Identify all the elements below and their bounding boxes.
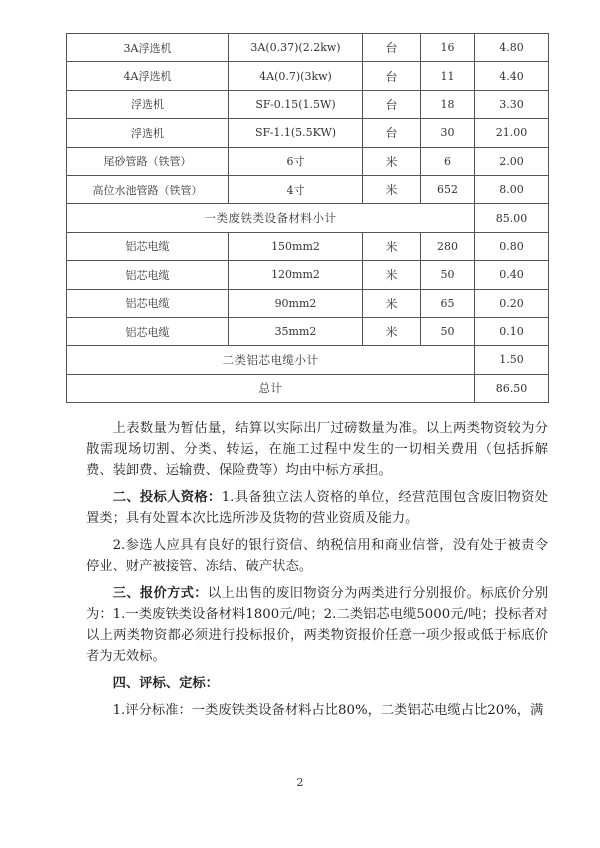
table-row	[67, 62, 549, 90]
item-unit-cell: 米	[363, 261, 421, 289]
item-unit-cell: 米	[363, 175, 421, 203]
item-qty-cell: 11	[421, 62, 475, 90]
item-unit-cell: 台	[363, 62, 421, 90]
subtotal-amount-cell: 86.50	[475, 374, 549, 402]
item-spec-cell: SF-1.1(5.5KW)	[229, 119, 363, 147]
item-qty-cell: 50	[421, 317, 475, 345]
item-unit-cell: 米	[363, 147, 421, 175]
item-amount-cell: 0.80	[475, 232, 549, 260]
table-row	[67, 232, 549, 260]
item-amount-cell: 4.80	[475, 34, 549, 62]
equipment-table-body	[67, 34, 549, 403]
item-unit-cell: 台	[363, 90, 421, 118]
item-qty-cell: 16	[421, 34, 475, 62]
item-spec-cell: 90mm2	[229, 289, 363, 317]
body-text	[86, 418, 548, 721]
item-name-cell: 浮选机	[67, 119, 229, 147]
item-name-cell: 铝芯电缆	[67, 317, 229, 345]
item-qty-cell: 6	[421, 147, 475, 175]
item-spec-cell: 4寸	[229, 175, 363, 203]
item-name-cell: 铝芯电缆	[67, 232, 229, 260]
equipment-table	[66, 33, 549, 403]
item-spec-cell: 120mm2	[229, 261, 363, 289]
table-row	[67, 317, 549, 345]
item-unit-cell: 米	[363, 289, 421, 317]
section-2-heading: 二、投标人资格：	[112, 490, 222, 505]
item-amount-cell: 8.00	[475, 175, 549, 203]
section-3-text: 以上出售的废旧物资分为两类进行分别报价。标底价分别为：1.一类废铁类设备材料1800元/吨；2.二类铝芯电缆5000元/吨；投标者对以上两类物资都必须进行投标报价，两类物资报价任意一项少报或低于标底价者为无效标。	[86, 586, 549, 664]
item-name-cell: 浮选机	[67, 90, 229, 118]
item-unit-cell: 台	[363, 34, 421, 62]
item-name-cell: 高位水池管路（铁管）	[67, 175, 229, 203]
subtotal-amount-cell: 1.50	[475, 346, 549, 374]
paragraph-quantity-note: 上表数量为暂估量，结算以实际出厂过磅数量为准。以上两类物资较为分散需现场切割、分类、转运，在施工过程中发生的一切相关费用（包括拆解费、装卸费、运输费、保险费等）均由中标方承担。	[86, 421, 548, 478]
item-qty-cell: 65	[421, 289, 475, 317]
item-qty-cell: 50	[421, 261, 475, 289]
item-name-cell: 尾砂管路（铁管）	[67, 147, 229, 175]
section-4-heading: 四、评标、定标：	[112, 676, 219, 691]
item-spec-cell: 150mm2	[229, 232, 363, 260]
table-row	[67, 175, 549, 203]
page-number: 2	[296, 776, 304, 789]
table-row	[67, 289, 549, 317]
item-spec-cell: 4A(0.7)(3kw)	[229, 62, 363, 90]
item-spec-cell: 35mm2	[229, 317, 363, 345]
subtotal-label-cell: 一类废铁类设备材料小计	[67, 204, 475, 232]
table-row	[67, 119, 549, 147]
item-unit-cell: 台	[363, 119, 421, 147]
section-3-heading: 三、报价方式：	[112, 586, 208, 601]
item-unit-cell: 米	[363, 317, 421, 345]
subtotal-row	[67, 204, 549, 232]
subtotal-label-cell: 二类铝芯电缆小计	[67, 346, 475, 374]
section-2-item-1: 1.具备独立法人资格的单位，经营范围包含废旧物资处置类；具有处置本次比选所涉及货物的营业资质及能力。	[86, 490, 549, 526]
item-qty-cell: 18	[421, 90, 475, 118]
subtotal-row	[67, 374, 549, 402]
item-spec-cell: 3A(0.37)(2.2kw)	[229, 34, 363, 62]
item-amount-cell: 2.00	[475, 147, 549, 175]
item-qty-cell: 652	[421, 175, 475, 203]
item-name-cell: 4A浮选机	[67, 62, 229, 90]
item-name-cell: 铝芯电缆	[67, 261, 229, 289]
subtotal-amount-cell: 85.00	[475, 204, 549, 232]
section-4-item-1: 1.评分标准：一类废铁类设备材料占比80%，二类铝芯电缆占比20%，满	[112, 703, 544, 718]
item-spec-cell: 6寸	[229, 147, 363, 175]
item-name-cell: 3A浮选机	[67, 34, 229, 62]
item-amount-cell: 3.30	[475, 90, 549, 118]
section-2-item-2: 2.参选人应具有良好的银行资信、纳税信用和商业信誉，没有处于被责令停业、财产被接管、冻结、破产状态。	[86, 538, 548, 574]
table-row	[67, 147, 549, 175]
item-amount-cell: 4.40	[475, 62, 549, 90]
item-qty-cell: 30	[421, 119, 475, 147]
item-amount-cell: 0.10	[475, 317, 549, 345]
table-row	[67, 261, 549, 289]
item-qty-cell: 280	[421, 232, 475, 260]
item-name-cell: 铝芯电缆	[67, 289, 229, 317]
section-3	[86, 583, 548, 667]
table-row	[67, 34, 549, 62]
subtotal-label-cell: 总计	[67, 374, 475, 402]
table-row	[67, 90, 549, 118]
item-amount-cell: 0.20	[475, 289, 549, 317]
item-spec-cell: SF-0.15(1.5W)	[229, 90, 363, 118]
item-amount-cell: 0.40	[475, 261, 549, 289]
section-2	[86, 487, 548, 529]
subtotal-row	[67, 346, 549, 374]
item-unit-cell: 米	[363, 232, 421, 260]
item-amount-cell: 21.00	[475, 119, 549, 147]
